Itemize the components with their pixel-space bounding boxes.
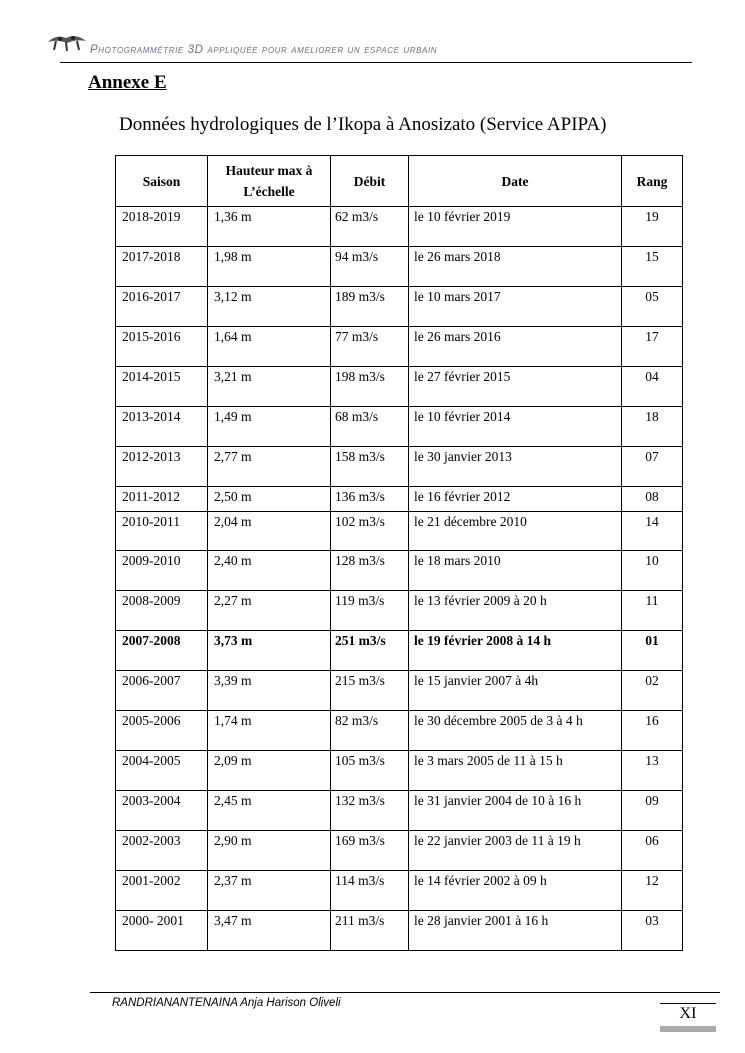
header-hauteur-line1: Hauteur max à xyxy=(225,163,313,178)
cell-date: le 14 février 2002 à 09 h xyxy=(409,871,622,911)
annex-title: Annexe E xyxy=(88,72,167,93)
cell-date: le 26 mars 2016 xyxy=(409,327,622,367)
cell-debit: 102 m3/s xyxy=(331,512,409,551)
cell-rang: 07 xyxy=(622,447,683,487)
cell-date: le 26 mars 2018 xyxy=(409,247,622,287)
table-row xyxy=(116,751,683,791)
cell-date: le 31 janvier 2004 de 10 à 16 h xyxy=(409,791,622,831)
cell-debit: 251 m3/s xyxy=(331,631,409,671)
cell-debit: 215 m3/s xyxy=(331,671,409,711)
cell-debit: 189 m3/s xyxy=(331,287,409,327)
cell-rang: 05 xyxy=(622,287,683,327)
cell-date: le 30 décembre 2005 de 3 à 4 h xyxy=(409,711,622,751)
cell-rang: 08 xyxy=(622,487,683,512)
cell-saison: 2013-2014 xyxy=(116,407,208,447)
cell-saison: 2001-2002 xyxy=(116,871,208,911)
table-header-row xyxy=(116,156,683,207)
cell-hauteur: 1,64 m xyxy=(208,327,331,367)
cell-rang: 16 xyxy=(622,711,683,751)
cell-debit: 114 m3/s xyxy=(331,871,409,911)
cell-hauteur: 2,50 m xyxy=(208,487,331,512)
table-row xyxy=(116,871,683,911)
cell-date: le 27 février 2015 xyxy=(409,367,622,407)
cell-rang: 09 xyxy=(622,791,683,831)
cell-hauteur: 2,27 m xyxy=(208,591,331,631)
cell-date: le 13 février 2009 à 20 h xyxy=(409,591,622,631)
page-number: XI xyxy=(679,1005,697,1022)
table-row xyxy=(116,367,683,407)
cell-rang: 12 xyxy=(622,871,683,911)
cell-rang: 17 xyxy=(622,327,683,367)
cell-saison: 2003-2004 xyxy=(116,791,208,831)
header-rang: Rang xyxy=(622,156,683,207)
cell-date: le 21 décembre 2010 xyxy=(409,512,622,551)
cell-rang: 02 xyxy=(622,671,683,711)
cell-saison: 2018-2019 xyxy=(116,207,208,247)
cell-saison: 2006-2007 xyxy=(116,671,208,711)
running-header-text: Photogrammétrie 3D appliquée pour ameliorer un espace urbain xyxy=(90,44,438,56)
running-header xyxy=(90,44,437,56)
table-row xyxy=(116,512,683,551)
cell-hauteur: 3,73 m xyxy=(208,631,331,671)
cell-debit: 82 m3/s xyxy=(331,711,409,751)
table-row xyxy=(116,247,683,287)
page-number-rule xyxy=(660,1003,716,1004)
cell-hauteur: 2,40 m xyxy=(208,551,331,591)
cell-saison: 2007-2008 xyxy=(116,631,208,671)
cell-debit: 105 m3/s xyxy=(331,751,409,791)
table-row xyxy=(116,327,683,367)
cell-date: le 19 février 2008 à 14 h xyxy=(409,631,622,671)
cell-hauteur: 3,21 m xyxy=(208,367,331,407)
cell-hauteur: 1,49 m xyxy=(208,407,331,447)
cell-debit: 198 m3/s xyxy=(331,367,409,407)
cell-saison: 2011-2012 xyxy=(116,487,208,512)
cell-saison: 2000- 2001 xyxy=(116,911,208,951)
hydrology-table xyxy=(115,155,683,951)
cell-date: le 3 mars 2005 de 11 à 15 h xyxy=(409,751,622,791)
cell-saison: 2005-2006 xyxy=(116,711,208,751)
cell-saison: 2012-2013 xyxy=(116,447,208,487)
cell-debit: 128 m3/s xyxy=(331,551,409,591)
table-row xyxy=(116,407,683,447)
cell-date: le 28 janvier 2001 à 16 h xyxy=(409,911,622,951)
table-row xyxy=(116,287,683,327)
header-date: Date xyxy=(409,156,622,207)
cell-rang: 19 xyxy=(622,207,683,247)
cell-debit: 132 m3/s xyxy=(331,791,409,831)
cell-hauteur: 1,36 m xyxy=(208,207,331,247)
cell-saison: 2014-2015 xyxy=(116,367,208,407)
cell-hauteur: 2,37 m xyxy=(208,871,331,911)
cell-date: le 10 février 2014 xyxy=(409,407,622,447)
table-row xyxy=(116,551,683,591)
table-row xyxy=(116,631,683,671)
cell-rang: 03 xyxy=(622,911,683,951)
cell-hauteur: 2,04 m xyxy=(208,512,331,551)
cell-rang: 13 xyxy=(622,751,683,791)
table-row xyxy=(116,791,683,831)
cell-date: le 30 janvier 2013 xyxy=(409,447,622,487)
table-row xyxy=(116,911,683,951)
cell-debit: 77 m3/s xyxy=(331,327,409,367)
cell-saison: 2008-2009 xyxy=(116,591,208,631)
cell-saison: 2004-2005 xyxy=(116,751,208,791)
cell-saison: 2010-2011 xyxy=(116,512,208,551)
header-debit: Débit xyxy=(331,156,409,207)
table-row xyxy=(116,487,683,512)
header-saison: Saison xyxy=(116,156,208,207)
cell-hauteur: 2,45 m xyxy=(208,791,331,831)
cell-hauteur: 3,47 m xyxy=(208,911,331,951)
cell-date: le 22 janvier 2003 de 11 à 19 h xyxy=(409,831,622,871)
cell-rang: 06 xyxy=(622,831,683,871)
cell-debit: 169 m3/s xyxy=(331,831,409,871)
cell-date: le 10 février 2019 xyxy=(409,207,622,247)
cell-rang: 18 xyxy=(622,407,683,447)
cell-hauteur: 2,77 m xyxy=(208,447,331,487)
cell-saison: 2016-2017 xyxy=(116,287,208,327)
footer-author: RANDRIANANTENAINA Anja Harison Oliveli xyxy=(112,997,341,1009)
cell-hauteur: 1,74 m xyxy=(208,711,331,751)
cell-hauteur: 1,98 m xyxy=(208,247,331,287)
table-row xyxy=(116,671,683,711)
logo-icon xyxy=(46,30,88,52)
cell-debit: 68 m3/s xyxy=(331,407,409,447)
footer-divider xyxy=(90,992,720,993)
header-hauteur-line2: L’échelle xyxy=(243,184,295,199)
table-row xyxy=(116,591,683,631)
cell-rang: 04 xyxy=(622,367,683,407)
cell-date: le 16 février 2012 xyxy=(409,487,622,512)
table-row xyxy=(116,831,683,871)
cell-saison: 2017-2018 xyxy=(116,247,208,287)
cell-hauteur: 3,12 m xyxy=(208,287,331,327)
cell-debit: 94 m3/s xyxy=(331,247,409,287)
cell-saison: 2002-2003 xyxy=(116,831,208,871)
cell-hauteur: 3,39 m xyxy=(208,671,331,711)
cell-debit: 136 m3/s xyxy=(331,487,409,512)
cell-date: le 10 mars 2017 xyxy=(409,287,622,327)
cell-hauteur: 2,09 m xyxy=(208,751,331,791)
cell-date: le 15 janvier 2007 à 4h xyxy=(409,671,622,711)
cell-rang: 10 xyxy=(622,551,683,591)
header-divider xyxy=(60,62,692,63)
cell-debit: 62 m3/s xyxy=(331,207,409,247)
cell-rang: 01 xyxy=(622,631,683,671)
cell-saison: 2015-2016 xyxy=(116,327,208,367)
cell-debit: 158 m3/s xyxy=(331,447,409,487)
cell-saison: 2009-2010 xyxy=(116,551,208,591)
table-row xyxy=(116,207,683,247)
cell-debit: 211 m3/s xyxy=(331,911,409,951)
table-row xyxy=(116,447,683,487)
header-hauteur xyxy=(208,156,331,207)
page-number-bar xyxy=(660,1026,716,1032)
table-row xyxy=(116,711,683,751)
cell-hauteur: 2,90 m xyxy=(208,831,331,871)
cell-rang: 14 xyxy=(622,512,683,551)
cell-debit: 119 m3/s xyxy=(331,591,409,631)
cell-date: le 18 mars 2010 xyxy=(409,551,622,591)
document-title: Données hydrologiques de l’Ikopa à Anosizato (Service APIPA) xyxy=(119,114,607,135)
cell-rang: 11 xyxy=(622,591,683,631)
cell-rang: 15 xyxy=(622,247,683,287)
